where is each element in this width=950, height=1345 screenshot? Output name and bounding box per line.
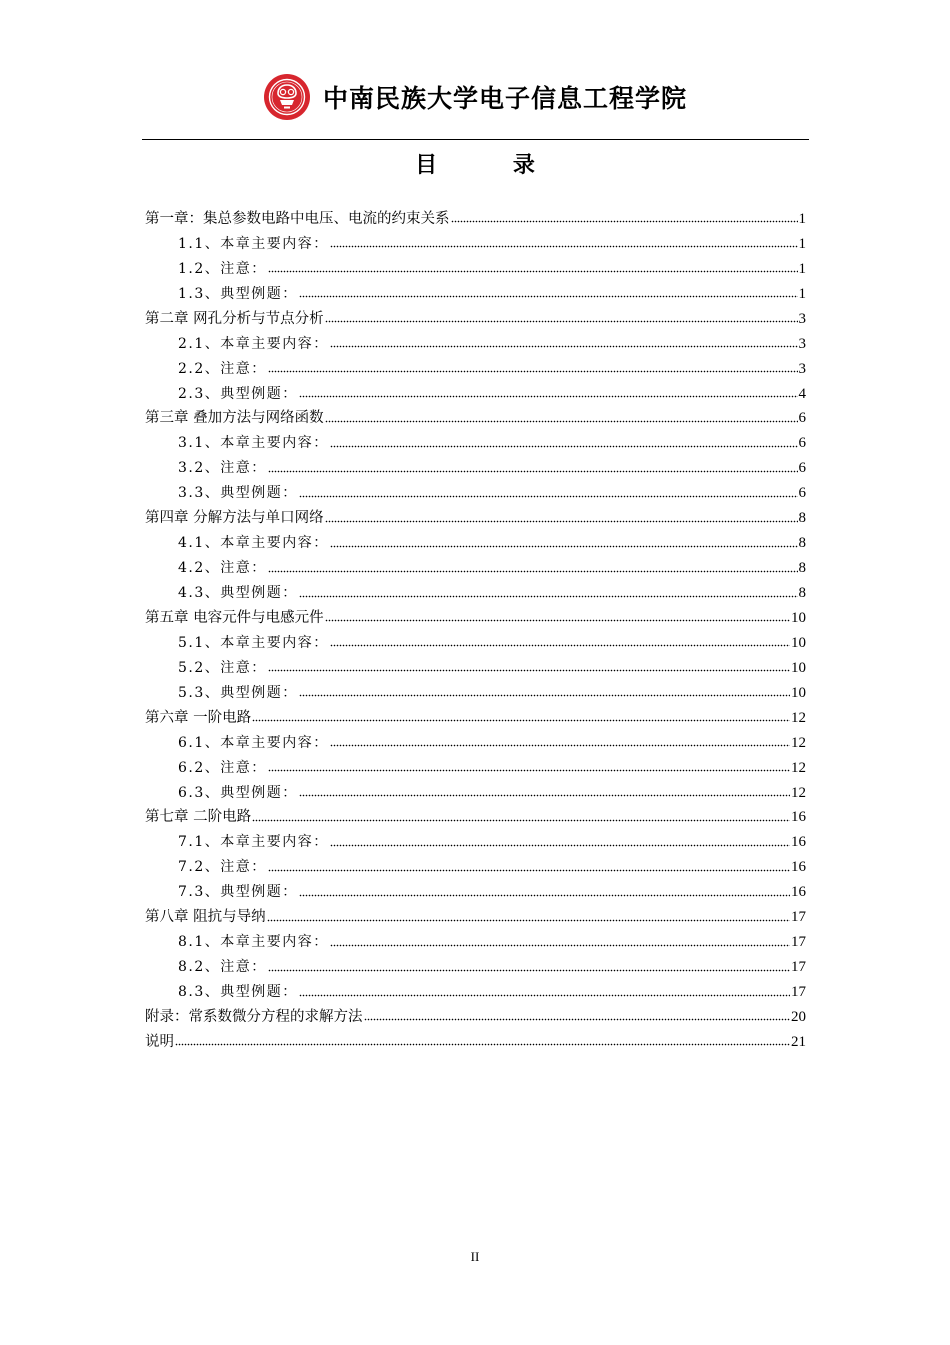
toc-entry-title: 1.1、本章主要内容： [178,235,329,252]
toc-section-entry[interactable] [145,677,806,702]
toc-entry-title: 8.2、注意： [178,959,267,976]
header-divider [142,139,809,140]
toc-entry-page: 17 [791,984,806,1000]
toc-entry-title: 5.1、本章主要内容： [178,634,329,651]
toc-section-entry[interactable] [145,378,806,403]
toc-entry-title: 6.1、本章主要内容： [178,734,329,751]
dot-leader [268,270,798,274]
toc-chapter-entry[interactable] [145,602,806,627]
toc-entry-page: 4 [798,385,806,402]
dot-leader [325,419,798,423]
toc-entry-title: 8.1、本章主要内容： [178,934,329,951]
toc-entry-page: 3 [798,360,806,377]
toc-entry-title: 说明 [145,1033,174,1050]
toc-entry-title: 4.2、注意： [178,560,267,577]
toc-entry-title: 3.3、典型例题： [178,485,298,502]
dot-leader [268,569,798,573]
dot-leader [299,594,798,598]
toc-entry-page: 6 [798,410,806,427]
toc-entry-page: 10 [791,659,806,676]
toc-section-entry[interactable] [145,727,806,752]
university-name: 中南民族大学电子信息工程学院 [322,84,687,113]
dot-leader [267,918,790,922]
dot-leader [252,719,790,723]
toc-entry-title: 7.1、本章主要内容： [178,834,329,851]
dot-leader [330,444,798,448]
toc-entry-page: 12 [791,759,806,776]
dot-leader [268,968,790,972]
toc-entry-page: 16 [791,859,806,876]
toc-entry-page: 16 [791,834,806,851]
toc-entry-page: 12 [791,784,806,801]
toc-section-entry[interactable] [145,627,806,652]
toc-section-entry[interactable] [145,253,806,278]
toc-entry-page: 16 [791,809,806,826]
toc-chapter-entry[interactable] [145,901,806,926]
dot-leader [330,644,790,648]
toc-entry-title: 第八章 阻抗与导纳 [145,909,266,926]
toc-title: 目 录 [415,153,569,178]
toc-entry-page: 8 [798,535,806,552]
toc-chapter-entry[interactable] [145,702,806,727]
toc-section-entry[interactable] [145,353,806,378]
toc-chapter-entry[interactable] [145,502,806,527]
toc-entry-title: 6.2、注意： [178,759,267,776]
toc-section-entry[interactable] [145,926,806,951]
toc-entry-page: 12 [791,709,806,726]
table-of-contents [145,203,806,1051]
toc-entry-page: 1 [798,210,806,227]
toc-chapter-entry[interactable] [145,802,806,827]
toc-entry-title: 6.3、典型例题： [178,784,298,801]
toc-entry-title: 2.3、典型例题： [178,385,298,402]
dot-leader [299,295,798,299]
dot-leader [299,494,798,498]
toc-section-entry[interactable] [145,228,806,253]
toc-entry-title: 第四章 分解方法与单口网络 [145,510,324,527]
toc-section-entry[interactable] [145,427,806,452]
toc-entry-page: 1 [798,285,806,302]
toc-entry-title: 第五章 电容元件与电感元件 [145,609,324,626]
toc-entry-title: 3.2、注意： [178,460,267,477]
dot-leader [268,868,790,872]
toc-entry-page: 17 [791,934,806,951]
dot-leader [325,519,798,523]
toc-section-entry[interactable] [145,951,806,976]
toc-entry-page: 17 [791,959,806,976]
toc-entry-page: 3 [798,335,806,352]
toc-entry-page: 10 [791,684,806,701]
toc-entry-title: 4.1、本章主要内容： [178,535,329,552]
dot-leader [252,818,790,822]
toc-entry-page: 8 [798,585,806,601]
dot-leader [268,469,798,473]
toc-entry-title: 第七章 二阶电路 [145,809,252,826]
page-header [0,72,950,122]
toc-entry-title: 4.3、典型例题： [178,585,298,601]
toc-entry-title: 第二章 网孔分析与节点分析 [145,310,324,327]
toc-entry-title: 2.1、本章主要内容： [178,335,329,352]
toc-entry-page: 10 [791,609,806,626]
toc-entry-page: 6 [798,460,806,477]
toc-entry-title: 附录：常系数微分方程的求解方法 [145,1008,363,1025]
toc-entry-title: 1.2、注意： [178,260,267,277]
toc-entry-page: 3 [798,310,806,327]
toc-entry-page: 10 [791,634,806,651]
dot-leader [330,544,798,548]
toc-section-entry[interactable] [145,851,806,876]
dot-leader [330,744,790,748]
toc-entry-page: 1 [798,235,806,252]
toc-section-entry[interactable] [145,278,806,303]
toc-chapter-entry[interactable] [145,203,806,228]
dot-leader [299,794,790,798]
dot-leader [330,843,790,847]
toc-entry-title: 7.3、典型例题： [178,884,298,901]
toc-entry-title: 3.1、本章主要内容： [178,435,329,452]
toc-entry-page: 6 [798,485,806,502]
dot-leader [268,769,790,773]
toc-entry-title: 7.2、注意： [178,859,267,876]
dot-leader [268,370,798,374]
toc-section-entry[interactable] [145,328,806,353]
toc-entry-title: 第一章：集总参数电路中电压、电流的约束关系 [145,210,450,227]
toc-entry-page: 17 [791,909,806,926]
toc-entry-title: 2.2、注意： [178,360,267,377]
toc-section-entry[interactable] [145,752,806,777]
dot-leader [325,619,790,623]
toc-entry-title: 1.3、典型例题： [178,285,298,302]
toc-entry-page: 8 [798,510,806,527]
toc-entry-page: 6 [798,435,806,452]
toc-entry-page: 8 [798,560,806,577]
toc-section-entry[interactable] [145,477,806,502]
toc-entry-title: 第六章 一阶电路 [145,709,252,726]
dot-leader [325,320,798,324]
dot-leader [175,1043,790,1047]
toc-entry-page: 20 [791,1008,806,1025]
dot-leader [451,220,798,224]
dot-leader [299,694,790,698]
university-logo-icon [263,73,311,121]
toc-section-entry[interactable] [145,876,806,901]
dot-leader [364,1018,791,1022]
toc-entry-title: 8.3、典型例题： [178,984,298,1000]
toc-section-entry[interactable] [145,777,806,802]
toc-section-entry[interactable] [145,577,806,602]
toc-entry-page: 12 [791,734,806,751]
toc-chapter-entry[interactable] [145,1001,806,1026]
dot-leader [330,943,790,947]
toc-section-entry[interactable] [145,826,806,851]
dot-leader [330,245,798,249]
dot-leader [299,395,798,399]
page-number: II [470,1249,480,1264]
toc-chapter-entry[interactable] [145,403,806,428]
toc-chapter-entry[interactable] [145,1026,806,1051]
dot-leader [299,893,790,897]
toc-entry-page: 21 [791,1033,806,1050]
toc-entry-page: 1 [798,260,806,277]
toc-section-entry[interactable] [145,552,806,577]
dot-leader [330,345,798,349]
toc-entry-title: 第三章 叠加方法与网络函数 [145,410,324,427]
toc-entry-title: 5.2、注意： [178,659,267,676]
toc-section-entry[interactable] [145,652,806,677]
toc-entry-title: 5.3、典型例题： [178,684,298,701]
toc-section-entry[interactable] [145,976,806,1001]
toc-entry-page: 16 [791,884,806,901]
toc-chapter-entry[interactable] [145,303,806,328]
dot-leader [299,993,790,997]
toc-section-entry[interactable] [145,527,806,552]
dot-leader [268,669,790,673]
toc-section-entry[interactable] [145,452,806,477]
